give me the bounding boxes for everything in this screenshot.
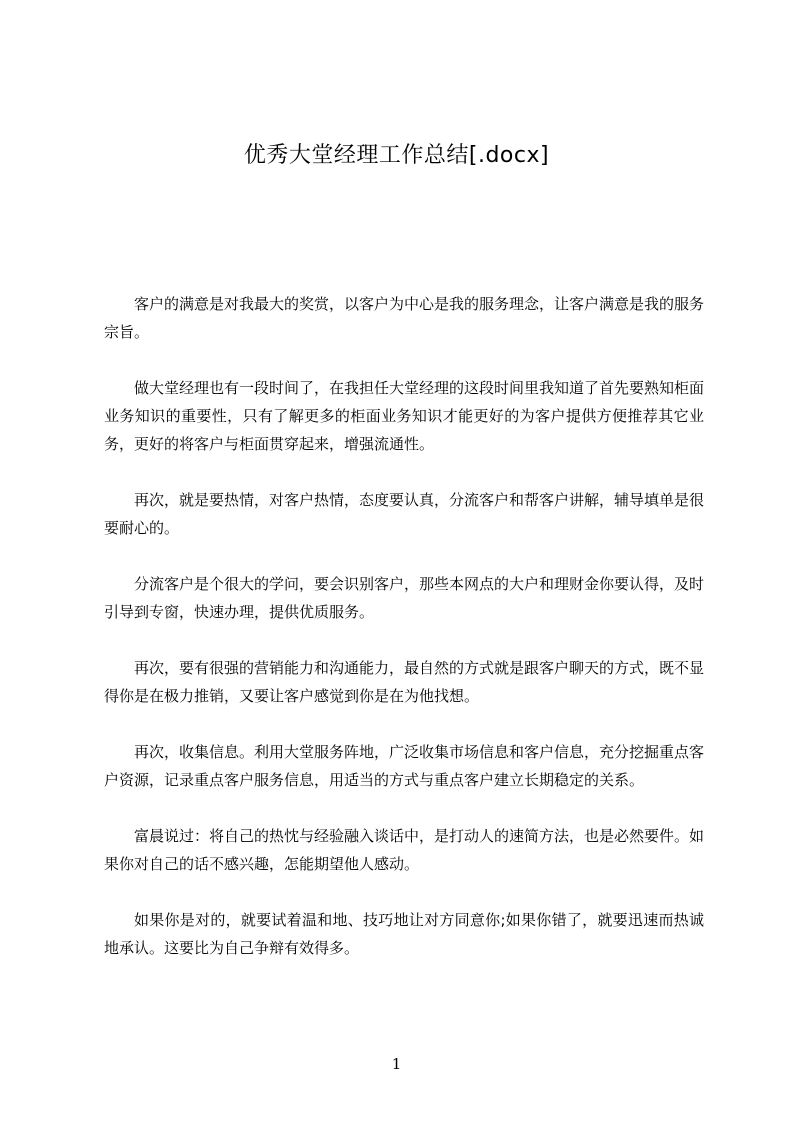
paragraph: 做大堂经理也有一段时间了，在我担任大堂经理的这段时间里我知道了首先要熟知柜面业务知识的重要性，只有了解更多的柜面业务知识才能更好的为客户提供方便推荐其它业务，更好的将客户与柜面贯穿起来，增强流通性。 [104,379,705,453]
page-number: 1 [391,1055,402,1073]
document-body [104,290,704,990]
paragraph: 再次，收集信息。利用大堂服务阵地，广泛收集市场信息和客户信息，充分挖掘重点客户资源，记录重点客户服务信息，用适当的方式与重点客户建立长期稳定的关系。 [104,743,705,789]
paragraph: 再次，要有很强的营销能力和沟通能力，最自然的方式就是跟客户聊天的方式，既不显得你是在极力推销，又要让客户感觉到你是在为他找想。 [104,659,705,705]
paragraph: 如果你是对的，就要试着温和地、技巧地让对方同意你;如果你错了，就要迅速而热诚地承认。这要比为自己争辩有效得多。 [104,911,704,957]
paragraph: 再次，就是要热情，对客户热情，态度要认真，分流客户和帮客户讲解，辅导填单是很要耐心的。 [104,491,705,537]
paragraph: 分流客户是个很大的学问，要会识别客户，那些本网点的大户和理财金你要认得，及时引导到专窗，快速办理，提供优质服务。 [104,575,705,621]
paragraph: 富晨说过：将自己的热忱与经验融入谈话中，是打动人的速简方法，也是必然要件。如果你对自己的话不感兴趣，怎能期望他人感动。 [104,827,705,873]
document-title: 优秀大堂经理工作总结[.docx] [243,143,550,168]
paragraph: 客户的满意是对我最大的奖赏，以客户为中心是我的服务理念，让客户满意是我的服务宗旨。 [104,295,705,341]
